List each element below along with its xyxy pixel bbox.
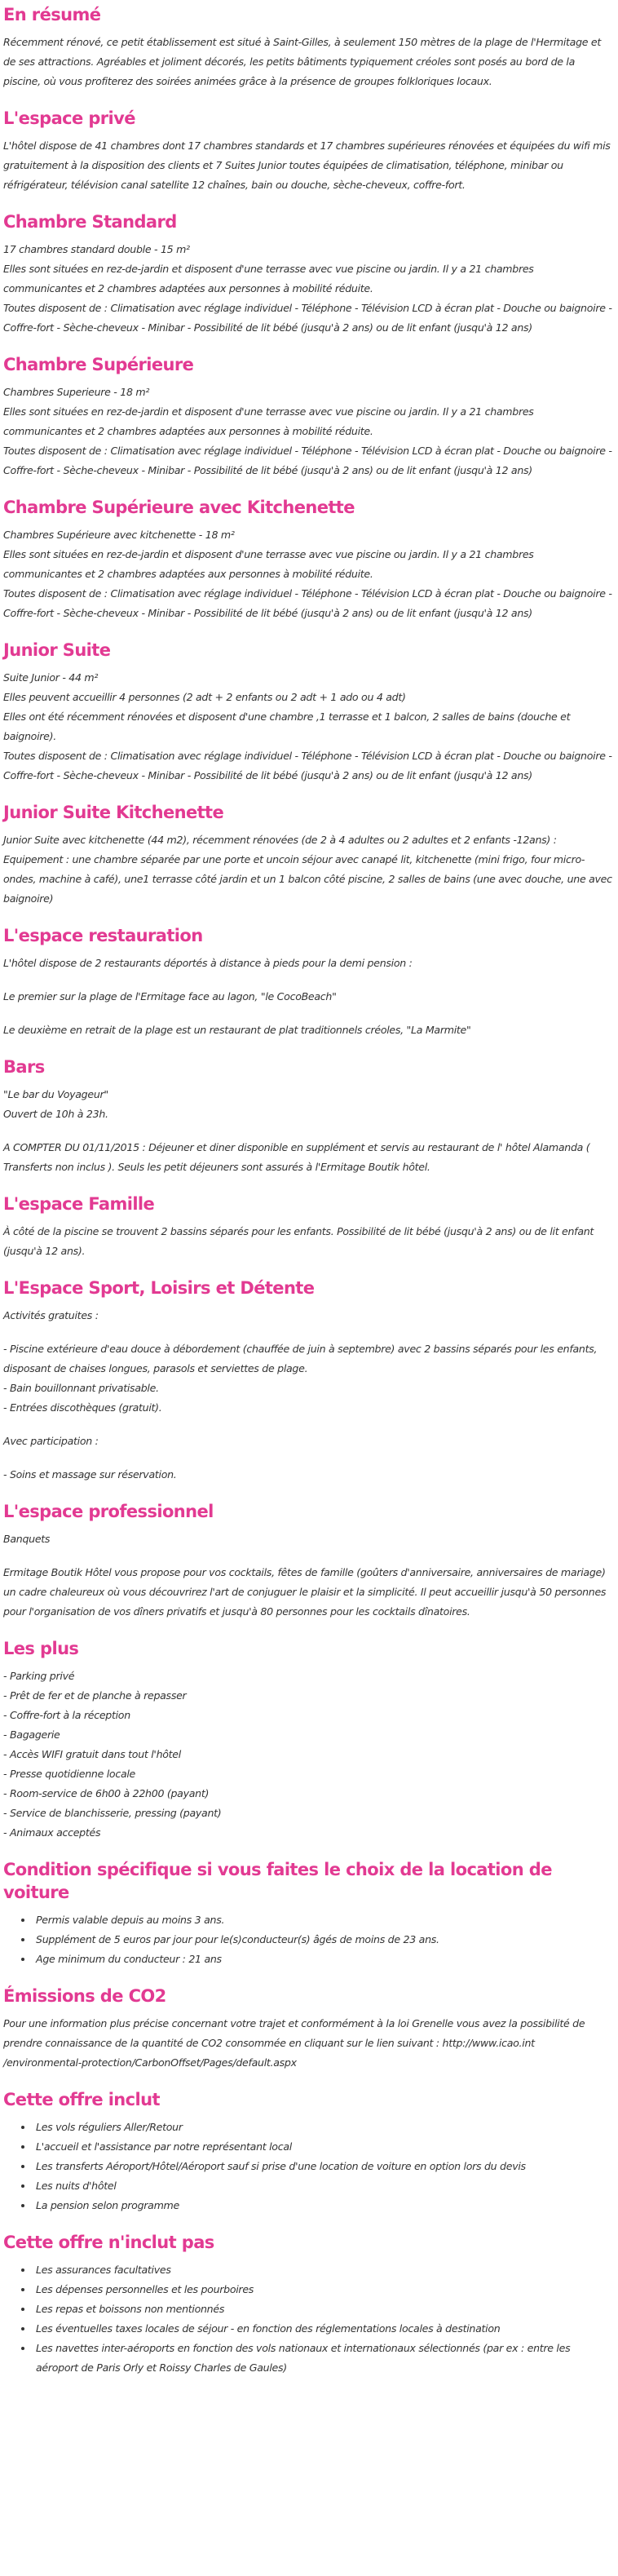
list-item: • L'accueil et l'assistance par notre représentant local — [33, 2137, 615, 2157]
plus-item: - Prêt de fer et de planche à repasser — [3, 1689, 187, 1702]
section-title-chambre-standard: Chambre Standard — [3, 212, 177, 232]
section-title-junior-suite-kitchenette: Junior Suite Kitchenette — [3, 803, 224, 822]
plus-item: - Bagagerie — [3, 1728, 60, 1741]
section-title-famille: L'espace Famille — [3, 1194, 155, 1214]
section-title-junior-suite: Junior Suite — [3, 640, 111, 660]
location-list — [3, 1910, 615, 1969]
section-title-chambre-kitchenette: Chambre Supérieure avec Kitchenette — [3, 498, 355, 517]
chambre-kitchenette-description: Elles sont situées en rez-de-jardin et disposent d'une terrasse avec vue piscine ou jardin. Il y a 21 chambres communicantes et 2 chambres adaptées aux personnes à mobilité réduite. — [3, 548, 534, 580]
plus-item: - Presse quotidienne locale — [3, 1768, 136, 1780]
chambre-standard-description: Elles sont situées en rez-de-jardin et disposent d'une terrasse avec vue piscine ou jardin. Il y a 21 chambres communicantes et 2 chambres adaptées aux personnes à mobilité réduite. — [3, 263, 534, 294]
professionnel-text: Ermitage Boutik Hôtel vous propose pour vos cocktails, fêtes de famille (goûters d'anniversaire, anniversaires de mariage) un cadre chaleureux où vous découvrirez l'art de conjuguer le plaisir et la simplicité. Il peut accueillir jusqu'à 50 personnes pour l'organisation de vos dîners privatifs et jusqu'à 80 personnes pour les cocktails dînatoires. — [3, 1566, 607, 1618]
list-item: • Age minimum du conducteur : 21 ans — [33, 1950, 615, 1969]
section-title-professionnel: L'espace professionnel — [3, 1502, 214, 1521]
co2-text: Pour une information plus précise concernant votre trajet et conformément à la loi Grenelle vous avez la possibilité de prendre connaissance de la quantité de CO2 consommée en cliquant sur le lien suivant : http://www.icao.int /environmental-protection/CarbonOffset/Pages/default.aspx — [3, 2017, 585, 2069]
list-item: • Les repas et boissons non mentionnés — [33, 2299, 615, 2319]
bar-name: "Le bar du Voyageur" — [3, 1088, 108, 1100]
chambre-kitchenette-equipment: Toutes disposent de : Climatisation avec réglage individuel - Téléphone - Télévision LCD à écran plat - Douche ou baignoire - Coffre-fort - Sèche-cheveux - Minibar - Possibilité de lit bébé (jusqu'à 2 ans) ou de lit enfant (jusqu'à 12 ans) — [3, 587, 612, 619]
chambre-superieure-description: Elles sont situées en rez-de-jardin et disposent d'une terrasse avec vue piscine ou jardin. Il y a 21 chambres communicantes et 2 chambres adaptées aux personnes à mobilité réduite. — [3, 405, 534, 437]
section-title-bars: Bars — [3, 1057, 45, 1077]
section-famille — [3, 1193, 615, 1261]
section-title-chambre-superieure: Chambre Supérieure — [3, 355, 194, 374]
section-title-sport: L'Espace Sport, Loisirs et Détente — [3, 1278, 315, 1298]
list-item: • Permis valable depuis au moins 3 ans. — [33, 1910, 615, 1930]
list-item: • Les navettes inter-aéroports en fonction des vols nationaux et internationaux sélectionnés (par ex : entre les aéroport de Paris Orly et Roissy Charles de Gaules) — [33, 2339, 615, 2378]
section-chambre-superieure — [3, 353, 615, 480]
section-title-location: Condition spécifique si vous faites le choix de la location de voiture — [3, 1860, 552, 1902]
chambre-standard-equipment: Toutes disposent de : Climatisation avec réglage individuel - Téléphone - Télévision LCD à écran plat - Douche ou baignoire - Coffre-fort - Sèche-cheveux - Minibar - Possibilité de lit bébé (jusqu'à 2 ans) ou de lit enfant (jusqu'à 12 ans) — [3, 302, 612, 334]
restauration-intro: L'hôtel dispose de 2 restaurants déportés à distance à pieds pour la demi pension : — [3, 957, 413, 969]
restauration-first: Le premier sur la plage de l'Ermitage face au lagon, "le CocoBeach" — [3, 990, 337, 1003]
section-title-co2: Émissions de CO2 — [3, 1986, 166, 2006]
section-espace-prive — [3, 107, 615, 195]
chambre-superieure-equipment: Toutes disposent de : Climatisation avec réglage individuel - Téléphone - Télévision LCD à écran plat - Douche ou baignoire - Coffre-fort - Sèche-cheveux - Minibar - Possibilité de lit bébé (jusqu'à 2 ans) ou de lit enfant (jusqu'à 12 ans) — [3, 445, 612, 476]
junior-suite-size: Suite Junior - 44 m² — [3, 671, 99, 684]
section-title-restauration: L'espace restauration — [3, 926, 203, 945]
section-title-resume: En résumé — [3, 5, 101, 24]
plus-item: - Room-service de 6h00 à 22h00 (payant) — [3, 1787, 210, 1799]
sport-free-disco: - Entrées discothèques (gratuit). — [3, 1401, 162, 1414]
chambre-standard-size: 17 chambres standard double - 15 m² — [3, 243, 190, 255]
section-chambre-kitchenette — [3, 496, 615, 623]
sport-free-jacuzzi: - Bain bouillonnant privatisable. — [3, 1382, 159, 1394]
plus-item: - Parking privé — [3, 1670, 75, 1682]
sport-free-pool: - Piscine extérieure d'eau douce à débordement (chauffée de juin à septembre) avec 2 bassins séparés pour les enfants, disposant de chaises longues, parasols et serviettes de plage. — [3, 1343, 598, 1374]
section-junior-suite-kitchenette — [3, 801, 615, 909]
section-sport — [3, 1277, 615, 1485]
ninclut-list — [3, 2260, 615, 2378]
chambre-kitchenette-size: Chambres Supérieure avec kitchenette - 18 m² — [3, 529, 235, 541]
section-inclut — [3, 2088, 615, 2215]
junior-suite-kitchenette-text: Junior Suite avec kitchenette (44 m2), récemment rénovées (de 2 à 4 adultes ou 2 adultes et 2 enfants -12ans) : Equipement : une chambre séparée par une porte et uncoin séjour avec canapé lit, kitchenette (mini frigo, four micro-ondes, machine à café), une1 terrasse côté jardin et un 1 balcon côté piscine, 2 salles de bains (une avec douche, une avec baignoire) — [3, 834, 612, 905]
professionnel-banquets: Banquets — [3, 1533, 51, 1545]
section-plus — [3, 1637, 615, 1843]
sport-free-label: Activités gratuites : — [3, 1309, 99, 1321]
list-item: • Les vols réguliers Aller/Retour — [33, 2118, 615, 2137]
section-resume — [3, 3, 615, 91]
list-item: • La pension selon programme — [33, 2196, 615, 2215]
junior-suite-capacity: Elles peuvent accueillir 4 personnes (2 adt + 2 enfants ou 2 adt + 1 ado ou 4 adt) — [3, 691, 406, 703]
section-chambre-standard — [3, 210, 615, 338]
section-title-inclut: Cette offre inclut — [3, 2090, 160, 2109]
sport-paid-label: Avec participation : — [3, 1435, 99, 1447]
list-item: • Supplément de 5 euros par jour pour le(s)conducteur(s) âgés de moins de 23 ans. — [33, 1930, 615, 1950]
resume-text: Récemment rénové, ce petit établissement est situé à Saint-Gilles, à seulement 150 mètres de la plage de l'Hermitage et de ses attractions. Agréables et joliment décorés, les petits bâtiments typiquement créoles sont posés au bord de la piscine, où vous profiterez des soirées animées grâce à la présence de groupes folkloriques locaux. — [3, 36, 602, 87]
section-junior-suite — [3, 639, 615, 786]
bar-notice: A COMPTER DU 01/11/2015 : Déjeuner et diner disponible en supplément et servis au restaurant de l' hôtel Alamanda ( Transferts non inclus ). Seuls les petit déjeuners sont assurés à l'Ermitage Boutik hôtel. — [3, 1141, 590, 1173]
sport-paid-massage: - Soins et massage sur réservation. — [3, 1468, 177, 1481]
plus-item: - Coffre-fort à la réception — [3, 1709, 130, 1721]
plus-item: - Accès WIFI gratuit dans tout l'hôtel — [3, 1748, 181, 1760]
list-item: • Les éventuelles taxes locales de séjour - en fonction des réglementations locales à destination — [33, 2319, 615, 2339]
section-professionnel — [3, 1500, 615, 1622]
list-item: • Les nuits d'hôtel — [33, 2176, 615, 2196]
junior-suite-description: Elles ont été récemment rénovées et disposent d'une chambre ,1 terrasse et 1 balcon, 2 salles de bains (douche et baignoire). — [3, 710, 571, 742]
bar-hours: Ouvert de 10h à 23h. — [3, 1108, 108, 1120]
section-title-espace-prive: L'espace privé — [3, 108, 135, 128]
inclut-list — [3, 2118, 615, 2215]
section-restauration — [3, 924, 615, 1040]
section-title-ninclut: Cette offre n'inclut pas — [3, 2233, 214, 2252]
section-title-plus: Les plus — [3, 1639, 79, 1658]
plus-item: - Service de blanchisserie, pressing (payant) — [3, 1807, 222, 1819]
section-location — [3, 1858, 615, 1969]
section-ninclut — [3, 2231, 615, 2378]
section-co2 — [3, 1985, 615, 2073]
list-item: • Les dépenses personnelles et les pourboires — [33, 2280, 615, 2299]
famille-text: À côté de la piscine se trouvent 2 bassins séparés pour les enfants. Possibilité de lit bébé (jusqu'à 2 ans) ou de lit enfant (jusqu'à 12 ans). — [3, 1225, 594, 1257]
plus-item: - Animaux acceptés — [3, 1826, 101, 1839]
restauration-second: Le deuxième en retrait de la plage est un restaurant de plat traditionnels créoles, "La Marmite" — [3, 1024, 471, 1036]
espace-prive-text: L'hôtel dispose de 41 chambres dont 17 chambres standards et 17 chambres supérieures rénovées et équipées du wifi mis gratuitement à la disposition des clients et 7 Suites Junior toutes équipées de climatisation, téléphone, minibar ou réfrigérateur, télévision canal satellite 12 chaînes, bain ou douche, sèche-cheveux, coffre-fort. — [3, 139, 611, 191]
chambre-superieure-size: Chambres Superieure - 18 m² — [3, 386, 150, 398]
list-item: • Les transferts Aéroport/Hôtel/Aéroport sauf si prise d'une location de voiture en option lors du devis — [33, 2157, 615, 2176]
junior-suite-equipment: Toutes disposent de : Climatisation avec réglage individuel - Téléphone - Télévision LCD à écran plat - Douche ou baignoire - Coffre-fort - Sèche-cheveux - Minibar - Possibilité de lit bébé (jusqu'à 2 ans) ou de lit enfant (jusqu'à 12 ans) — [3, 750, 612, 781]
section-bars — [3, 1056, 615, 1177]
list-item: • Les assurances facultatives — [33, 2260, 615, 2280]
